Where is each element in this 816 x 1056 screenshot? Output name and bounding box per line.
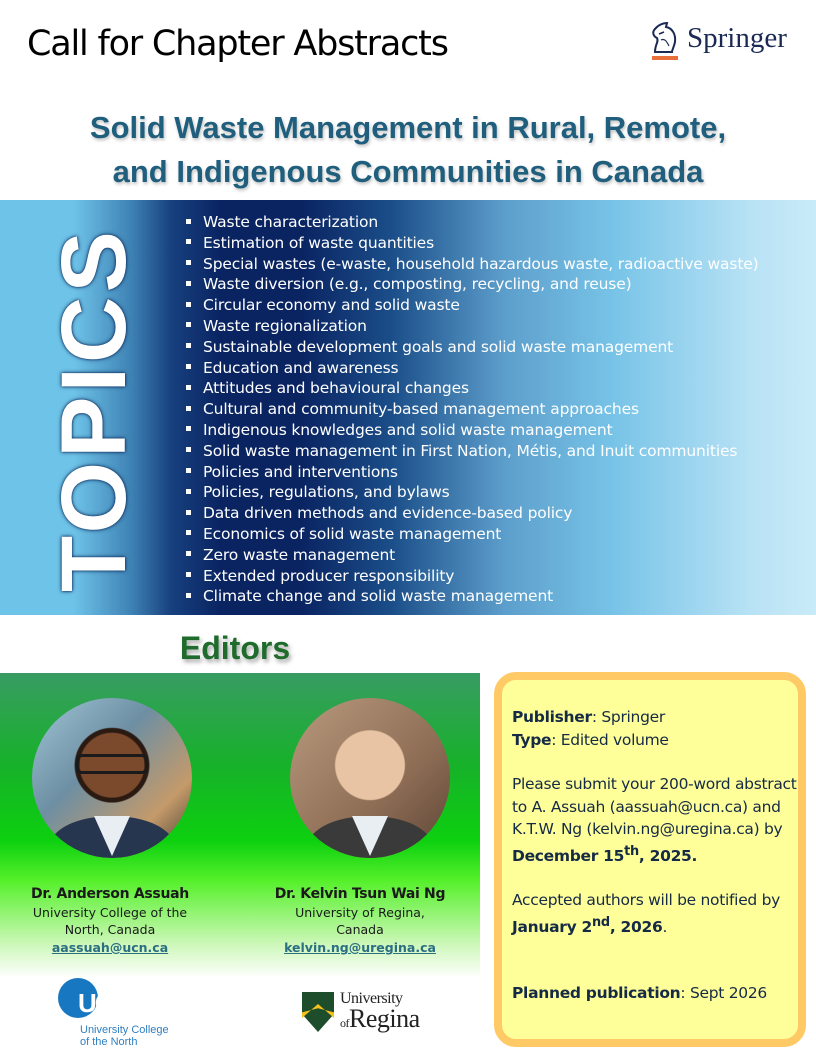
square-bullet-icon — [186, 385, 191, 390]
topic-item: Extended producer responsibility — [183, 566, 759, 587]
book-title-line-2: and Indigenous Communities in Canada — [112, 154, 704, 189]
square-bullet-icon — [186, 322, 191, 327]
deadline: December 15th, 2025. — [512, 843, 698, 865]
page-title: Call for Chapter Abstracts — [27, 24, 448, 64]
topic-item: Special wastes (e-waste, household hazardous waste, radioactive waste) — [183, 254, 759, 275]
square-bullet-icon — [186, 302, 191, 307]
topic-item: Waste characterization — [183, 212, 759, 233]
editor-photo-ng — [290, 698, 450, 858]
square-bullet-icon — [186, 489, 191, 494]
square-bullet-icon — [186, 281, 191, 286]
topic-item: Cultural and community-based management approaches — [183, 399, 759, 420]
editor-name: Dr. Anderson Assuah — [31, 886, 189, 902]
topic-item: Solid waste management in First Nation, Métis, and Inuit communities — [183, 441, 759, 462]
topic-item: Estimation of waste quantities — [183, 233, 759, 254]
square-bullet-icon — [186, 343, 191, 348]
topics-heading: TOPICS — [43, 227, 145, 592]
square-bullet-icon — [186, 572, 191, 577]
square-bullet-icon — [186, 447, 191, 452]
springer-logo — [645, 18, 805, 64]
topic-item: Indigenous knowledges and solid waste management — [183, 420, 759, 441]
notification-line: Accepted authors will be notified by January 2nd, 2026. — [512, 891, 781, 936]
square-bullet-icon — [186, 510, 191, 515]
editor-photo-assuah — [32, 698, 192, 858]
topic-item: Economics of solid waste management — [183, 524, 759, 545]
topic-item: Climate change and solid waste management — [183, 586, 759, 607]
book-title-line-1: Solid Waste Management in Rural, Remote, — [89, 110, 727, 145]
topic-item: Attitudes and behavioural changes — [183, 378, 759, 399]
knight-horse-icon — [647, 20, 683, 56]
type-line: Type: Edited volume — [512, 730, 669, 749]
editor-name: Dr. Kelvin Tsun Wai Ng — [274, 886, 446, 902]
topic-item: Waste regionalization — [183, 316, 759, 337]
submission-info-box — [494, 672, 806, 1047]
topic-item: Waste diversion (e.g., composting, recycling, and reuse) — [183, 274, 759, 295]
topic-item: Data driven methods and evidence-based policy — [183, 503, 759, 524]
editor-affiliation: University College of the — [32, 905, 188, 920]
topic-item: Policies and interventions — [183, 462, 759, 483]
ucn-mark: UCN — [78, 988, 129, 1018]
topic-item: Policies, regulations, and bylaws — [183, 482, 759, 503]
editor-email-link[interactable]: kelvin.ng@uregina.ca — [284, 940, 436, 955]
springer-underline — [652, 56, 678, 60]
editor-affiliation: Canada — [336, 922, 384, 937]
editor-affiliation: University of Regina, — [295, 905, 425, 920]
ucn-logo — [56, 978, 176, 1050]
square-bullet-icon — [186, 239, 191, 244]
square-bullet-icon — [186, 364, 191, 369]
square-bullet-icon — [186, 593, 191, 598]
ucn-caption: University College of the North — [80, 1024, 169, 1048]
book-title — [0, 106, 816, 194]
square-bullet-icon — [186, 219, 191, 224]
square-bullet-icon — [186, 551, 191, 556]
submission-info-content — [512, 706, 802, 1005]
topic-item: Education and awareness — [183, 358, 759, 379]
topic-item: Circular economy and solid waste — [183, 295, 759, 316]
topic-item: Zero waste management — [183, 545, 759, 566]
publisher-line: Publisher: Springer — [512, 708, 665, 726]
uregina-logo: University ofRegina — [302, 990, 432, 1036]
topic-item: Sustainable development goals and solid waste management — [183, 337, 759, 358]
square-bullet-icon — [186, 530, 191, 535]
square-bullet-icon — [186, 406, 191, 411]
square-bullet-icon — [186, 468, 191, 473]
topics-list — [183, 212, 759, 607]
editor-affiliation: North, Canada — [64, 922, 156, 937]
springer-wordmark: Springer — [687, 22, 787, 54]
square-bullet-icon — [186, 426, 191, 431]
square-bullet-icon — [186, 260, 191, 265]
photo-glasses — [76, 754, 148, 774]
editor-email-link[interactable]: aassuah@ucn.ca — [51, 940, 169, 955]
editor-card-assuah — [0, 884, 230, 957]
editors-heading: Editors — [179, 630, 291, 666]
submit-instructions: Please submit your 200-word abstract to A. Assuah (aassuah@ucn.ca) and K.T.W. Ng (kelvin.ng@uregina.ca) by December 15th, 2025. — [512, 775, 797, 865]
notification-date: January 2nd, 2026 — [512, 914, 663, 936]
planned-publication-line: Planned publication: Sept 2026 — [512, 984, 767, 1003]
editor-card-ng — [240, 884, 480, 957]
